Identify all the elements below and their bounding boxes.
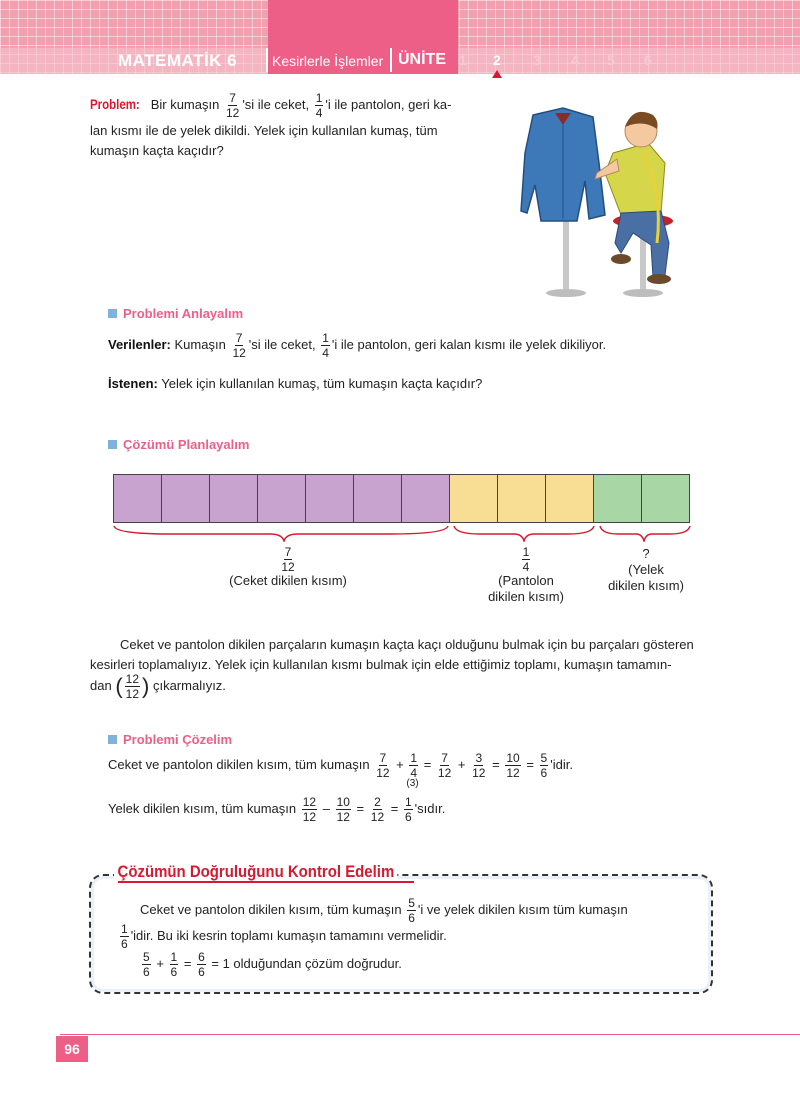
fraction: $\frac{1}{4}$	[522, 545, 530, 574]
fraction: $\frac{7}{12}$	[281, 545, 295, 574]
fraction-bar-model	[114, 474, 690, 523]
explanation-line-1: Ceket ve pantolon dikilen parçaların kumaşın kaçta kaçı olduğunu bulmak için bu parçaları gösteren	[120, 637, 694, 652]
given-line	[108, 332, 606, 359]
section-bullet-icon	[108, 440, 117, 449]
explanation-line-3: dan ( $\frac{12}{12}$ ) çıkarmalıyız.	[90, 672, 226, 702]
unit-label: ÜNİTE	[398, 51, 446, 68]
text: (Yelek	[628, 562, 664, 577]
text: 'i ile pantolon, geri kalan kısmı ile yelek dikiliyor.	[331, 336, 607, 352]
text: Ceket ve pantolon dikilen kısım, tüm kumaşın	[140, 902, 402, 917]
text: dan	[90, 678, 112, 693]
asked-line	[108, 376, 482, 392]
verification-title-underline	[118, 881, 414, 883]
text: dikilen kısım)	[488, 589, 564, 604]
fraction: $\frac{7}{12}$	[232, 331, 246, 360]
tailor-sewing-jacket-image	[493, 93, 711, 312]
vest-part-label	[594, 546, 698, 594]
text: 'idir. Bu iki kesrin toplamı kumaşın tamamını vermelidir.	[130, 928, 447, 943]
text: ?	[642, 546, 650, 561]
footer-rule	[60, 1034, 800, 1035]
explanation-line-2: kesirleri toplamalıyız. Yelek için kullanılan kısmı bulmak için elde ettiğimiz toplamı, kumaşın tamamın-	[90, 657, 672, 672]
unit-number: 3	[533, 52, 541, 68]
text: Yelek dikilen kısım, tüm kumaşın	[108, 800, 297, 816]
verification-line-1: Ceket ve pantolon dikilen kısım, tüm kumaşın $\frac{5}{6}$ 'i ve yelek dikilen kısım tüm kumaşın	[140, 896, 628, 926]
solve-equation-1: Ceket ve pantolon dikilen kısım, tüm kumaşın $\frac{7}{12}$ + 1 4 (3) = $\frac{7}{12}$ + $\frac{3}{12}$ = $\frac{10}{12}$ = $\frac{5}{6}$ 'idir.	[108, 751, 573, 789]
text: 'si ile ceket,	[242, 96, 310, 112]
topic-title: Kesirlerle İşlemler	[272, 53, 384, 69]
section-understand-heading: Problemi Anlayalım	[108, 306, 243, 321]
fraction: $\frac{1}{4}$	[322, 331, 329, 360]
header-divider	[266, 48, 268, 72]
text: çıkarmalıyız.	[152, 678, 226, 693]
pants-part-label	[468, 546, 584, 605]
text: 'si ile ceket,	[248, 336, 316, 352]
brace-pants	[454, 526, 594, 541]
text: 'i ile pantolon, geri ka-	[325, 96, 452, 112]
unit-number-active: 2	[493, 52, 501, 68]
section-bullet-icon	[108, 735, 117, 744]
fraction: $\frac{1}{4}$	[315, 91, 323, 120]
problem-line-3: kumaşın kaçta kaçıdır?	[90, 143, 224, 158]
text: Ceket ve pantolon dikilen kısım, tüm kumaşın	[108, 756, 370, 772]
verification-line-2: $\frac{1}{6}$ 'idir. Bu iki kesrin toplamı kumaşın tamamını vermelidir.	[121, 922, 447, 952]
solve-equation-2: Yelek dikilen kısım, tüm kumaşın $\frac{12}{12}$ – $\frac{10}{12}$ = $\frac{2}{12}$ = $\frac{1}{6}$ 'sıdır.	[108, 795, 446, 824]
tailor-illustration	[493, 93, 711, 312]
bar-cell-yellow	[449, 474, 498, 523]
problem-line-1	[90, 92, 451, 119]
unit-number: 4	[571, 52, 579, 68]
text: 'i ve yelek dikilen kısım tüm kumaşın	[417, 902, 628, 917]
bar-cell-purple	[401, 474, 450, 523]
text: (Pantolon	[498, 573, 554, 588]
bar-cell-purple	[161, 474, 210, 523]
section-plan-heading: Çözümü Planlayalım	[108, 437, 249, 452]
text: Kumaşın	[174, 336, 226, 352]
page-number: 96	[56, 1036, 88, 1062]
brace-jacket	[114, 526, 448, 541]
bar-cell-purple	[305, 474, 354, 523]
unit-number: 1	[459, 52, 467, 68]
bar-cell-purple	[209, 474, 258, 523]
bar-cell-green	[641, 474, 690, 523]
given-label: Verilenler:	[108, 336, 171, 352]
bar-braces	[110, 524, 700, 542]
fraction: $\frac{12}{12}$	[125, 672, 140, 702]
book-title: MATEMATİK 6	[118, 51, 238, 70]
unit-number: 6	[644, 52, 652, 68]
bar-cell-green	[593, 474, 642, 523]
bar-cell-yellow	[497, 474, 546, 523]
section-solve-heading: Problemi Çözelim	[108, 732, 232, 747]
multiplier-note: (3)	[406, 778, 419, 789]
active-unit-arrow-icon	[492, 70, 502, 78]
header-divider	[390, 48, 392, 72]
brace-vest	[600, 526, 690, 541]
bar-cell-yellow	[545, 474, 594, 523]
verification-line-3: $\frac{5}{6}$ + $\frac{1}{6}$ = $\frac{6}{6}$ = 1 olduğundan çözüm doğrudur.	[143, 950, 402, 980]
text: (Ceket dikilen kısım)	[229, 573, 347, 588]
jacket-part-label	[210, 546, 366, 589]
text: Yelek için kullanılan kumaş, tüm kumaşın kaçta kaçıdır?	[161, 376, 483, 391]
bar-cell-purple	[113, 474, 162, 523]
text: dikilen kısım)	[608, 578, 684, 593]
problem-line-2: lan kısmı ile de yelek dikildi. Yelek için kullanılan kumaş, tüm	[90, 123, 438, 138]
fraction: $\frac{7}{12}$	[225, 91, 240, 120]
section-bullet-icon	[108, 309, 117, 318]
problem-label: Problem:	[90, 95, 140, 112]
page-header	[0, 0, 800, 74]
bar-cell-purple	[353, 474, 402, 523]
bar-cell-purple	[257, 474, 306, 523]
text: Bir kumaşın	[150, 96, 220, 112]
unit-number: 5	[607, 52, 615, 68]
asked-label: İstenen:	[108, 376, 158, 391]
verification-title: Çözümün Doğruluğunu Kontrol Edelim	[114, 862, 398, 882]
